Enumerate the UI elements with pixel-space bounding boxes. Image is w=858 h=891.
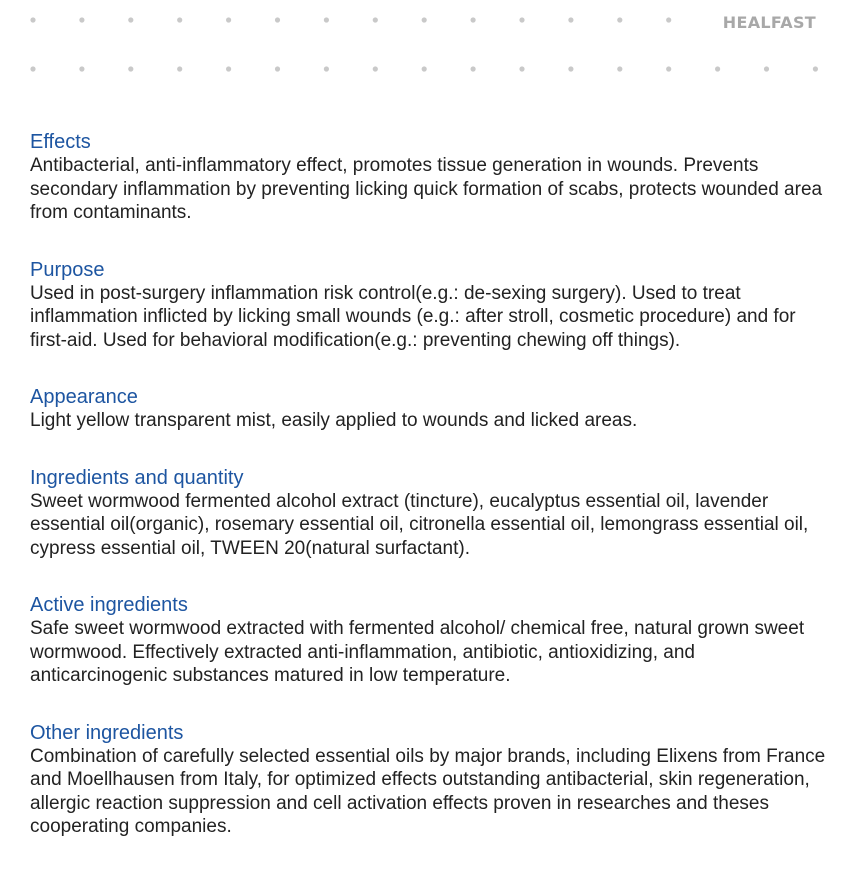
decorative-dot [79, 66, 84, 71]
section-text: Used in post-surgery inflammation risk control(e.g.: de-sexing surgery). Used to treat inflammation inflicted by licking small wounds (e.g.: after stroll, cosmetic procedure) and for first-aid. Used for behavioral modification(e.g.: preventing chewing off things). [30, 282, 796, 351]
decorative-dot [128, 66, 133, 71]
section-heading: Effects [30, 131, 91, 153]
section-heading: Ingredients and quantity [30, 466, 244, 489]
section-purpose [30, 258, 830, 353]
decorative-dot [519, 17, 524, 22]
decorative-dot [226, 17, 231, 22]
decorative-dot [519, 66, 524, 71]
section-text: Antibacterial, anti-inflammatory effect, promotes tissue generation in wounds. Prevents secondary inflammation by preventing licking quick formation of scabs, protects wounded area from contaminants. [30, 155, 823, 223]
section-text: Combination of carefully selected essential oils by major brands, including Elixens from France and Moellhausen from Italy, for optimized effects outstanding antibacterial, skin regeneration, allergic reaction suppression and cell activation effects proven in researches and theses cooperating companies. [30, 745, 826, 837]
decorative-dot [30, 66, 35, 71]
decorative-dot [373, 66, 378, 71]
decorative-dot [128, 17, 133, 22]
section-heading: Other ingredients [30, 721, 184, 744]
decorative-dot [226, 66, 231, 71]
decorative-dot [324, 17, 329, 22]
section-effects [30, 130, 830, 225]
section-text: Light yellow transparent mist, easily applied to wounds and licked areas. [30, 410, 638, 431]
section-appearance [30, 385, 830, 433]
decorative-dot [813, 66, 818, 71]
decorative-dot [666, 66, 671, 71]
section-heading: Appearance [30, 386, 138, 408]
decorative-dot [324, 66, 329, 71]
decorative-dot [715, 66, 720, 71]
decorative-dot [30, 17, 35, 22]
decorative-dot [177, 17, 182, 22]
brand-logo: HEALFAST [722, 13, 816, 32]
section-text: Safe sweet wormwood extracted with fermented alcohol/ chemical free, natural grown sweet wormwood. Effectively extracted anti-inflammation, antibiotic, antioxidizing, and anticarcinogenic substances matured in low temperature. [30, 618, 805, 686]
decorative-dot [275, 17, 280, 22]
decorative-dot [422, 66, 427, 71]
decorative-dot [666, 17, 671, 22]
section-heading: Purpose [30, 258, 105, 281]
decorative-dot [764, 66, 769, 71]
decorative-dot [617, 17, 622, 22]
decorative-dot [617, 66, 622, 71]
section-other-ingredients [30, 721, 830, 839]
decorative-dot [471, 17, 476, 22]
section-text: Sweet wormwood fermented alcohol extract (tincture), eucalyptus essential oil, lavender essential oil(organic), rosemary essential oil, citronella essential oil, lemongrass essential oil, cypress essential oil, TWEEN 20(natural surfactant). [30, 490, 809, 559]
section-heading: Active ingredients [30, 594, 188, 616]
section-active-ingredients [30, 593, 830, 688]
decorative-dot [568, 17, 573, 22]
decorative-dot [568, 66, 573, 71]
decorative-dot [275, 66, 280, 71]
decorative-dot [471, 66, 476, 71]
decorative-dot [373, 17, 378, 22]
decorative-dot [79, 17, 84, 22]
section-ingredients [30, 466, 830, 561]
decorative-dot [177, 66, 182, 71]
product-description [30, 130, 830, 872]
decorative-dot [422, 17, 427, 22]
